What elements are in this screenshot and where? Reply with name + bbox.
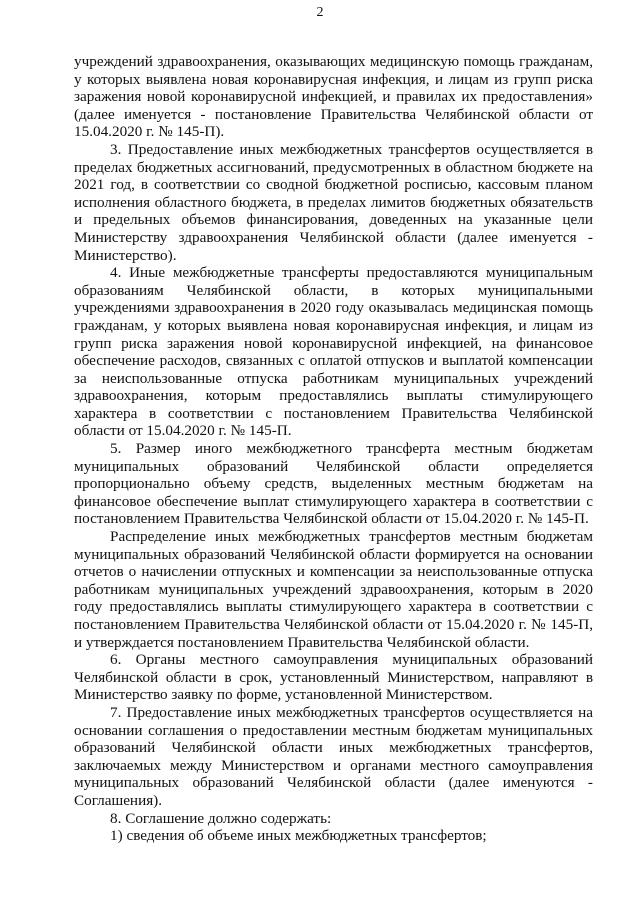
paragraph-8: 8. Соглашение должно содержать: <box>110 809 332 827</box>
paragraph-5: 5. Размер иного межбюджетного трансферта местным бюджетам муниципальных образований Челябинской области определяется пропорционально объему средств, выделенных местным бюджетам на финансовое обеспечение выплат стимулирующего характера в соответствии с постановлением Правительства Челябинской области от 15.04.2020 г. № 145-П. <box>74 440 593 528</box>
document-body <box>74 53 593 845</box>
paragraph-3: 3. Предоставление иных межбюджетных трансфертов осуществляется в пределах бюджетных ассигнований, предусмотренных в областном бюджете на 2021 год, в соответствии со сводной бюджетной росписью, кассовым планом исполнения областного бюджета, в пределах лимитов бюджетных обязательств и предельных объемов финансирования, доведенных на указанные цели Министерству здравоохранения Челябинской области (далее именуется - Министерство). <box>74 140 593 264</box>
page-number: 2 <box>316 5 324 20</box>
paragraph-6: 6. Органы местного самоуправления муниципальных образований Челябинской области в срок, установленный Министерством, направляют в Министерство заявку по форме, установленной Министерством. <box>74 651 593 704</box>
paragraph-continuation: учреждений здравоохранения, оказывающих медицинскую помощь гражданам, у которых выявлена новая коронавирусная инфекция, и лицам из групп риска заражения новой коронавирусной инфекцией, и правилах их предоставления» (далее именуется - постановление Правительства Челябинской области от 15.04.2020 г. № 145-П). <box>74 53 593 141</box>
list-item-1: 1) сведения об объеме иных межбюджетных трансфертов; <box>110 827 487 845</box>
paragraph-distribution: Распределение иных межбюджетных трансфертов местным бюджетам муниципальных образований Челябинской области формируется на основании отчетов о начислении отпускных и компенсации за неиспользованные отпуска работникам муниципальных учреждений здравоохранения, которым в 2020 году предоставлялись выплаты стимулирующего характера в соответствии с постановлением Правительства Челябинской области от 15.04.2020 г. № 145-П, и утверждается постановлением Правительства Челябинской области. <box>74 528 593 651</box>
paragraph-4: 4. Иные межбюджетные трансферты предоставляются муниципальным образованиям Челябинской области, в которых муниципальными учреждениями здравоохранения в 2020 году оказывалась медицинская помощь гражданам, у которых выявлена новая коронавирусная инфекция, и лицам из групп риска заражения новой коронавирусной инфекцией, на финансовое обеспечение расходов, связанных с оплатой отпусков и выплатой компенсации за неиспользованные отпуска работникам муниципальных учреждений здравоохранения, которым предоставлялись выплаты стимулирующего характера в соответствии с постановлением Правительства Челябинской области от 15.04.2020 г. № 145-П. <box>74 264 593 440</box>
paragraph-7: 7. Предоставление иных межбюджетных трансфертов осуществляется на основании соглашения о предоставлении местным бюджетам муниципальных образований Челябинской области иных межбюджетных трансфертов, заключаемых между Министерством и органами местного самоуправления муниципальных образований Челябинской области (далее именуются - Соглашения). <box>74 703 593 809</box>
